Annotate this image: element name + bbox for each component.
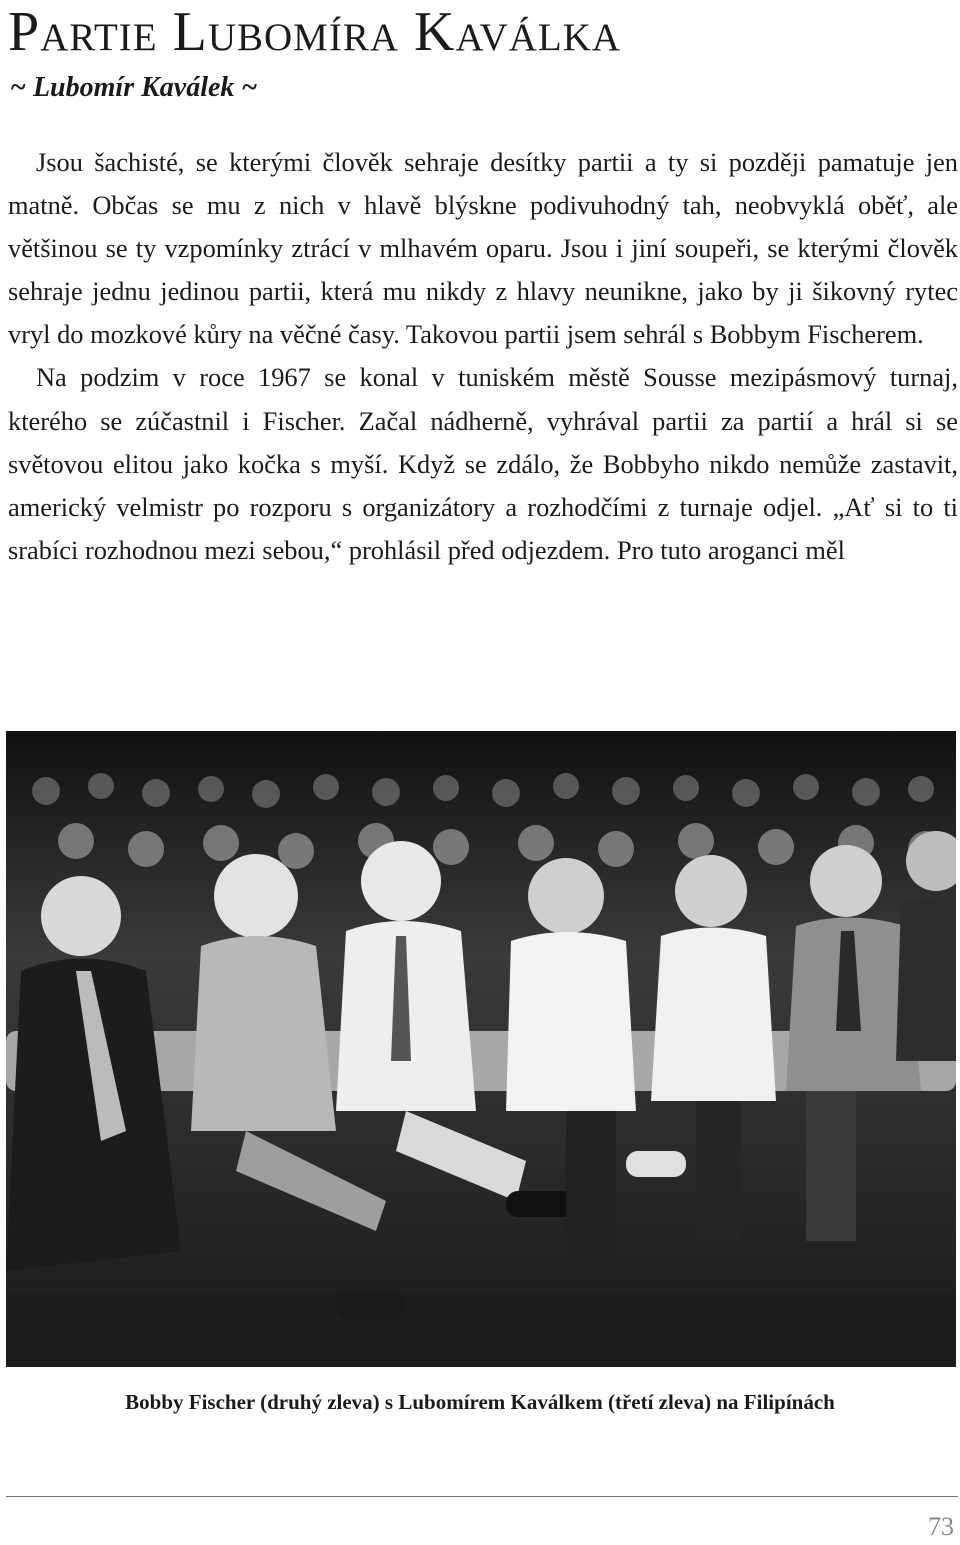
page-number: 73 [928, 1512, 954, 1541]
paragraph-1: Jsou šachisté, se kterými člověk sehraje desítky partii a ty si později pamatuje jen matně. Občas se mu z nich v hlavě blýskne podivuhodný tah, neobvyklá oběť, ale většinou se ty vzpomínky ztrácí v mlhavém oparu. Jsou i jiní soupeři, se kterými člověk sehraje jednu jedinou partii, která mu nikdy z hlavy neunikne, jako by ji šikovný rytec vryl do mozkové kůry na věčné časy. Takovou partii jsem sehrál s Bobbym Fischerem. [8, 147, 958, 350]
footer-divider [6, 1496, 958, 1497]
photo-illustration [6, 731, 956, 1367]
photo-caption: Bobby Fischer (druhý zleva) s Lubomírem Kaválkem (třetí zleva) na Filipínách [125, 1390, 835, 1414]
audience-photo [6, 731, 956, 1367]
chapter-subtitle: ~ Lubomír Kaválek ~ [10, 72, 258, 103]
body-text [8, 141, 958, 572]
chapter-title: Partie Lubomíra Kaválka [8, 1, 622, 63]
paragraph-2: Na podzim v roce 1967 se konal v tuniském městě Sousse mezipásmový turnaj, kterého se zúčastnil i Fischer. Začal nádherně, vyhrával partii za partií a hrál si se světovou elitou jako kočka s myší. Když se zdálo, že Bobbyho nikdo nemůže zastavit, americký velmistr po rozporu s organizátory a rozhodčími z turnaje odjel. „Ať si to ti srabíci rozhodnou mezi sebou,“ prohlásil před odjezdem. Pro tuto aroganci měl [8, 362, 958, 565]
